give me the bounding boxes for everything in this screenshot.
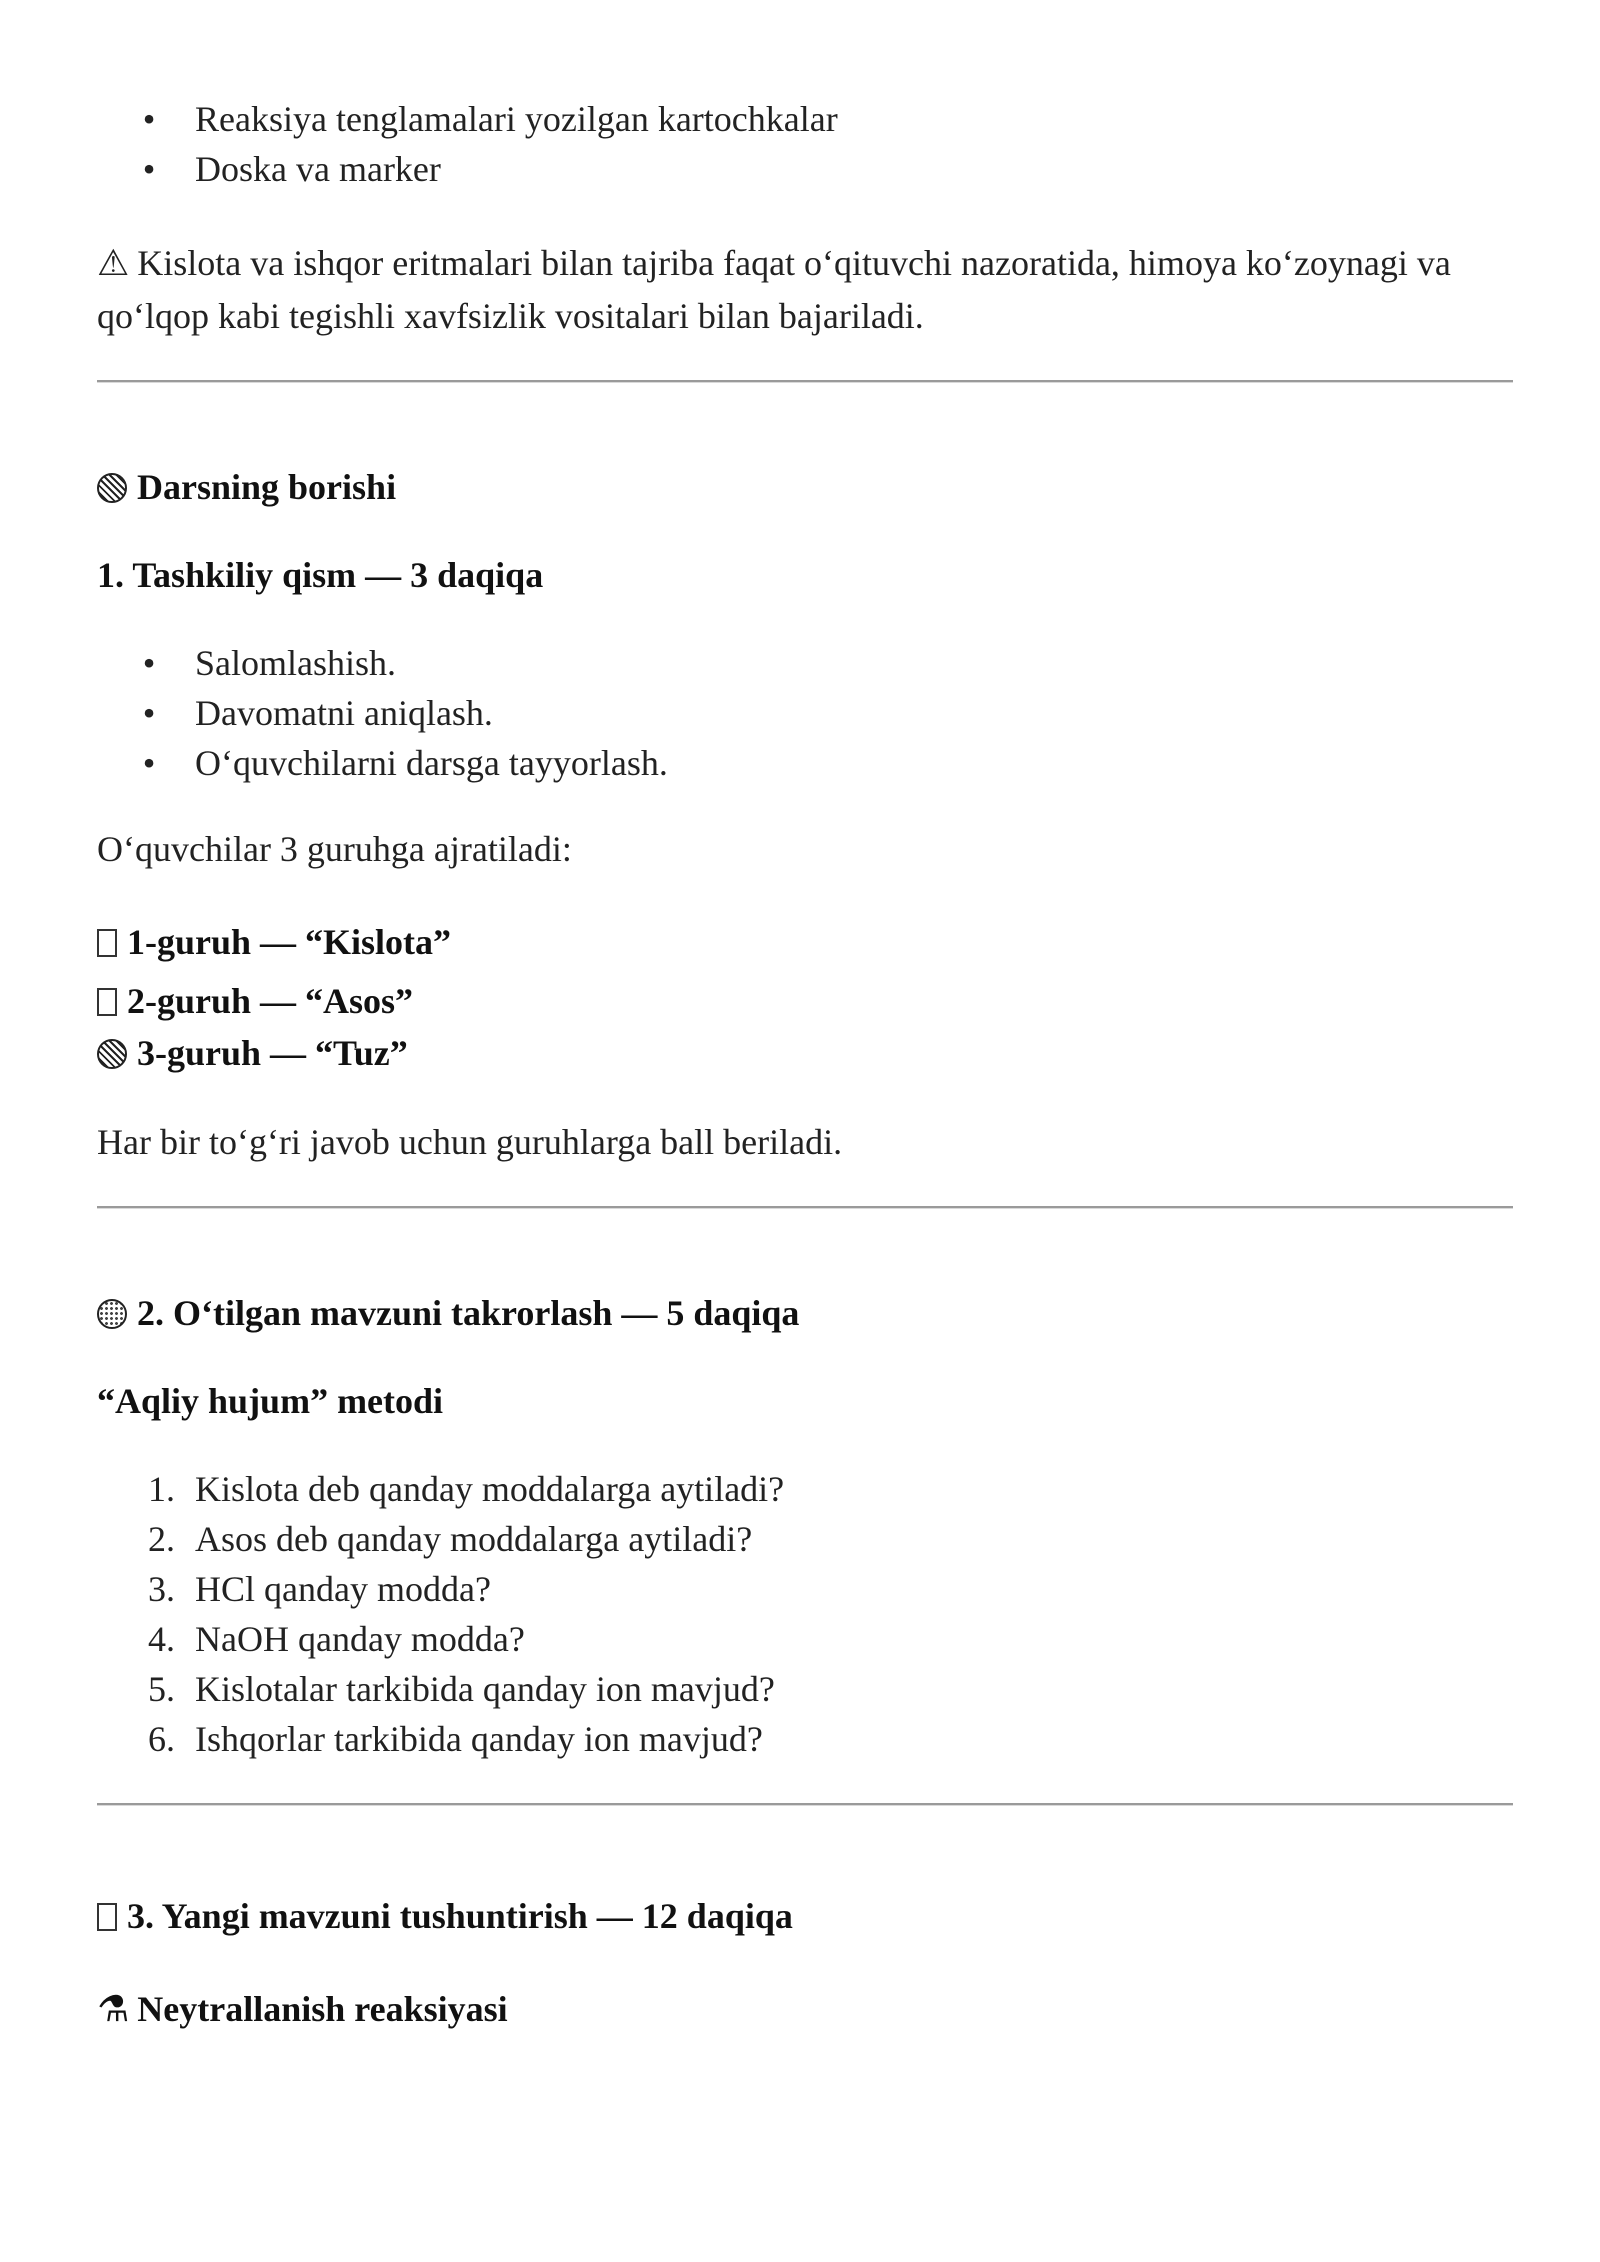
missing-glyph-icon: [97, 1903, 117, 1931]
safety-note: ⚠ Kislota va ishqor eritmalari bilan tajriba faqat o‘qituvchi nazoratida, himoya ko‘zoynagi va qo‘lqop kabi tegishli xavfsizlik vositalari bilan bajariladi.: [97, 237, 1513, 342]
group-1-label: 1-guruh — “Kislota”: [97, 916, 451, 968]
list-item: • O‘quvchilarni darsga tayyorlash.: [97, 738, 668, 788]
section2-method: “Aqliy hujum” metodi: [97, 1381, 444, 1421]
warning-icon: ⚠: [97, 243, 130, 284]
list-item: • Doska va marker: [97, 144, 838, 194]
list-item: 5. Kislotalar tarkibida qanday ion mavjud?: [97, 1664, 784, 1714]
materials-list: [97, 94, 838, 194]
list-number: 6.: [148, 1719, 175, 1759]
section3-subtitle: ⚗ Neytrallanish reaksiyasi: [97, 1983, 508, 2036]
section1-title: 1. Tashkiliy qism — 3 daqiqa: [97, 555, 544, 595]
list-item: • Reaksiya tenglamalari yozilgan kartochkalar: [97, 94, 838, 144]
list-number: 3.: [148, 1569, 175, 1609]
dotted-circle-icon: [97, 1299, 127, 1329]
hatched-circle-icon: [97, 1039, 127, 1069]
section1-list: [97, 638, 668, 788]
missing-glyph-icon: [97, 929, 117, 957]
section3-title: 3. Yangi mavzuni tushuntirish — 12 daqiqa: [97, 1890, 793, 1942]
list-number: 5.: [148, 1669, 175, 1709]
bullet: •: [142, 149, 156, 189]
section-divider: [97, 380, 1513, 383]
bullet: •: [142, 743, 156, 783]
scoring-note: Har bir to‘g‘ri javob uchun guruhlarga ball beriladi.: [97, 1122, 843, 1162]
list-item: 3. HCl qanday modda?: [97, 1564, 784, 1614]
list-item: 4. NaOH qanday modda?: [97, 1614, 784, 1664]
group-2-label: 2-guruh — “Asos”: [97, 975, 413, 1027]
group-3-label: 3-guruh — “Tuz”: [97, 1027, 408, 1079]
hatched-circle-icon: [97, 473, 127, 503]
list-item: • Davomatni aniqlash.: [97, 688, 668, 738]
bullet: •: [142, 99, 156, 139]
flask-icon: ⚗: [97, 1989, 130, 2030]
lesson-flow-heading: Darsning borishi: [97, 461, 396, 513]
document-page: [97, 0, 1513, 2262]
list-item: 1. Kislota deb qanday moddalarga aytiladi?: [97, 1464, 784, 1514]
list-item: 6. Ishqorlar tarkibida qanday ion mavjud?: [97, 1714, 784, 1764]
groups-intro: O‘quvchilar 3 guruhga ajratiladi:: [97, 829, 572, 869]
list-number: 4.: [148, 1619, 175, 1659]
list-number: 2.: [148, 1519, 175, 1559]
bullet: •: [142, 693, 156, 733]
missing-glyph-icon: [97, 988, 117, 1016]
bullet: •: [142, 643, 156, 683]
section-divider: [97, 1206, 1513, 1209]
list-item: • Salomlashish.: [97, 638, 668, 688]
section-divider: [97, 1803, 1513, 1806]
list-item: 2. Asos deb qanday moddalarga aytiladi?: [97, 1514, 784, 1564]
questions-list: [97, 1464, 784, 1764]
section2-title: 2. O‘tilgan mavzuni takrorlash — 5 daqiqa: [97, 1287, 799, 1339]
list-number: 1.: [148, 1469, 175, 1509]
